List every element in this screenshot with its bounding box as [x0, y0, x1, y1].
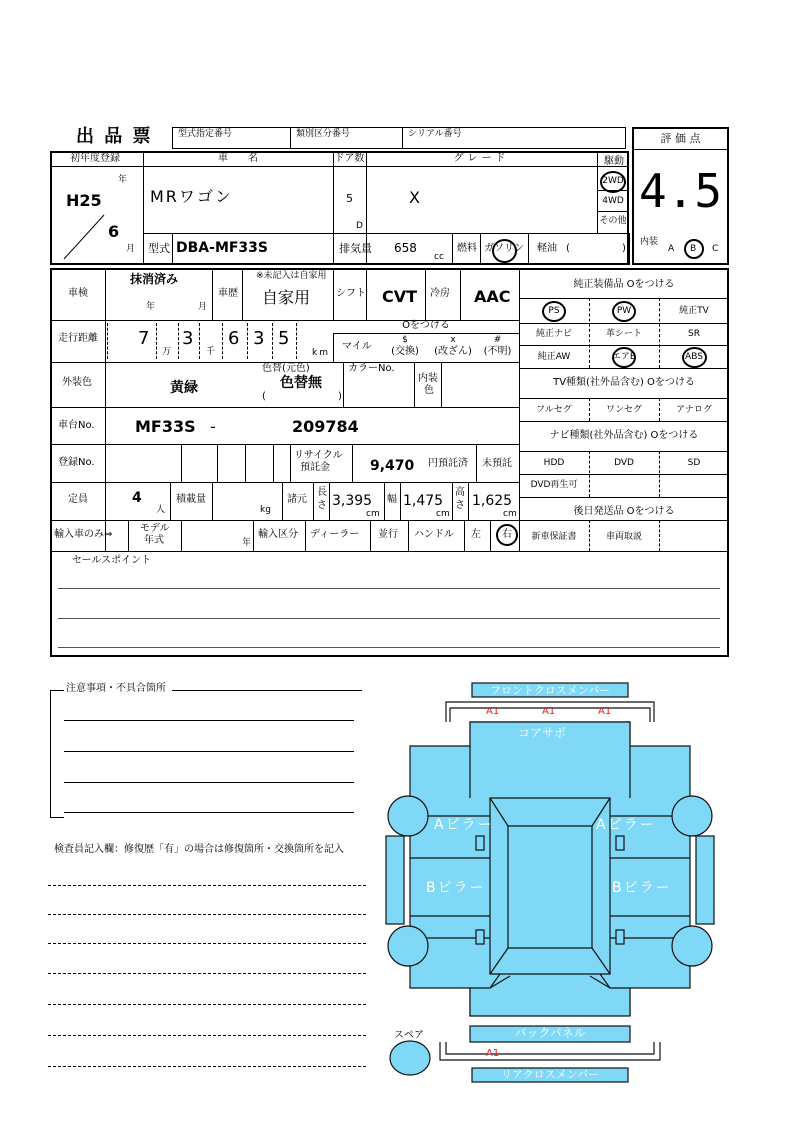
- mileage-unit-km: km: [312, 348, 330, 358]
- inspection-status: 抹消済み: [130, 272, 179, 286]
- ac-label: 冷房: [430, 288, 450, 299]
- repaint-value: 色替無: [280, 375, 322, 391]
- b-pillar-left-label: Bピラー: [426, 880, 486, 896]
- first-reg-year: H25: [66, 191, 102, 210]
- equip-leather: 革シート: [605, 329, 642, 339]
- equip-navi: 純正ナビ: [535, 329, 572, 339]
- first-reg-month: 6: [108, 222, 120, 241]
- fuel-gasoline-circle: [492, 239, 517, 263]
- repaint-paren-open: (: [262, 391, 266, 402]
- mileage-digit-3: 6: [228, 328, 240, 349]
- color-no-label: カラーNo.: [348, 363, 395, 374]
- import-label: 輸入車のみ⇒: [54, 529, 113, 540]
- fuel-light-oil: 軽油: [537, 243, 557, 254]
- spare-label: スペア: [394, 1030, 424, 1041]
- displacement-label: 排気量: [339, 242, 372, 255]
- mileage-mark-note: Oをつける: [402, 320, 450, 331]
- doors-value: 5: [346, 192, 353, 205]
- repaint-label: 色替(元色): [262, 363, 310, 374]
- rear-cross-label: リアクロスメンバー: [501, 1068, 599, 1081]
- equipment-title: 純正装備品 Oをつける: [573, 279, 675, 290]
- capacity-unit: 人: [156, 505, 166, 515]
- chassis-prefix: MF33S: [135, 417, 196, 436]
- height-unit: cm: [503, 509, 517, 519]
- caution-label: 注意事項・不具合箇所: [66, 683, 166, 694]
- car-name-label: 車 名: [218, 153, 258, 164]
- car-name-value: MRワゴン: [150, 187, 233, 206]
- grade-label: グレード: [453, 153, 510, 164]
- model-year-label-2: 年式: [144, 535, 164, 546]
- inspection-month-unit: 月: [198, 302, 208, 312]
- serial-label: シリアル番号: [408, 129, 462, 139]
- score-label: 評 価 点: [660, 132, 701, 145]
- interior-color-label-1: 内装: [418, 373, 438, 384]
- length-label-2: さ: [317, 500, 327, 511]
- repaint-paren-close: ): [338, 391, 342, 402]
- navi-title: ナビ種類(社外品含む) Oをつける: [549, 430, 699, 441]
- equip-sr: SR: [688, 329, 700, 339]
- b-pillar-right-label: Bピラー: [612, 880, 672, 896]
- import-category-label: 輸入区分: [258, 529, 298, 540]
- handle-right-circle: [496, 524, 518, 546]
- recycle-label-2: 預託金: [300, 462, 330, 473]
- front-mark-3: A1: [598, 706, 612, 717]
- later-manual: 車両取説: [605, 532, 642, 542]
- interior-a: A: [668, 244, 675, 254]
- shift-label: シフト: [336, 288, 366, 299]
- equip-ps: PS: [548, 306, 560, 316]
- model-code-label: 型式指定番号: [178, 129, 233, 139]
- mileage-unit-sen: 千: [206, 347, 216, 357]
- model-label: 型式: [148, 242, 170, 255]
- length-value: 3,395: [332, 493, 373, 509]
- drive-2wd: 2WD: [602, 176, 624, 186]
- later-title: 後日発送品 Oをつける: [573, 506, 675, 517]
- drive-label: 駆動: [604, 156, 624, 167]
- interior-label: 内装: [640, 237, 659, 247]
- fuel-paren-open: (: [566, 243, 570, 254]
- inspection-year-unit: 年: [146, 302, 156, 312]
- registration-label: 登録No.: [58, 457, 95, 468]
- specs-label: 諸元: [287, 494, 307, 505]
- tamper-sym: x: [450, 335, 456, 345]
- sales-point-label: セールスポイント: [72, 555, 152, 566]
- history-value: 自家用: [262, 288, 311, 307]
- score-value: 4.5: [638, 164, 723, 218]
- import-year-unit: 年: [242, 538, 252, 548]
- unknown-sym: #: [493, 335, 502, 345]
- tv-oneseg: ワンセグ: [605, 405, 642, 415]
- fuel-gasoline: ガソリン: [484, 243, 524, 254]
- width-value: 1,475: [403, 493, 444, 509]
- capacity-label: 定員: [68, 494, 88, 505]
- import-dealer: ディーラー: [310, 529, 360, 540]
- chassis-number: 209784: [292, 417, 359, 436]
- equip-abs: ABS: [685, 352, 703, 362]
- year-unit: 年: [118, 175, 128, 185]
- a-pillar-right-label: Aピラー: [596, 817, 656, 833]
- first-reg-diagonal: [52, 167, 142, 264]
- chassis-dash: -: [210, 417, 216, 436]
- handle-right: 右: [502, 529, 512, 540]
- import-parallel: 並行: [378, 529, 398, 540]
- exchange-label: (交換): [391, 346, 419, 357]
- mileage-digit-1: 7: [138, 328, 150, 349]
- displacement-unit: cc: [434, 252, 444, 262]
- equip-airbag-circle: [612, 347, 636, 368]
- fuel-label: 燃料: [457, 243, 477, 254]
- navi-hdd: HDD: [543, 458, 565, 468]
- category-code-label: 類別区分番号: [296, 129, 351, 139]
- displacement-value: 658: [394, 241, 417, 255]
- interior-b: B: [690, 244, 697, 254]
- load-label: 積載量: [176, 494, 206, 505]
- exchange-sym: $: [402, 335, 408, 345]
- equip-aw: 純正AW: [537, 352, 571, 362]
- height-label-2: さ: [455, 500, 465, 511]
- inspection-label: 車検: [68, 288, 88, 299]
- interior-b-circle: [684, 239, 704, 259]
- length-unit: cm: [366, 509, 380, 519]
- height-value: 1,625: [472, 493, 513, 509]
- history-note: ※未記入は自家用: [256, 271, 327, 281]
- history-label: 車歴: [218, 288, 238, 299]
- unknown-label: (不明): [483, 346, 512, 357]
- spare-tire: [390, 1041, 430, 1075]
- code-strip: [172, 127, 626, 149]
- grade-value: X: [409, 188, 420, 207]
- equip-abs-circle: [682, 347, 707, 368]
- load-unit: kg: [260, 505, 271, 515]
- mileage-digit-5: 5: [278, 328, 290, 349]
- recycle-label-1: リサイクル: [294, 450, 343, 461]
- dvd-playback: DVD再生可: [530, 480, 578, 490]
- length-label-1: 長: [317, 487, 327, 498]
- interior-color-label-2: 色: [424, 385, 434, 396]
- drive-4wd: 4WD: [602, 196, 624, 206]
- equip-pw: PW: [616, 306, 632, 316]
- back-panel-label: バックパネル: [514, 1026, 586, 1040]
- handle-left: 左: [471, 529, 481, 540]
- front-cross-label: フロントクロスメンバー: [489, 684, 610, 697]
- height-label-1: 高: [455, 487, 465, 498]
- mile-label: マイル: [342, 341, 372, 352]
- a-pillar-left-label: Aピラー: [434, 817, 494, 833]
- mileage-digit-2: 3: [182, 328, 194, 349]
- exterior-color-value: 黄緑: [170, 380, 198, 396]
- caution-bracket: [50, 690, 64, 818]
- tamper-label: (改ざん): [434, 346, 472, 357]
- equip-tv: 純正TV: [679, 306, 709, 316]
- front-mark-2: A1: [542, 706, 556, 717]
- tv-fullseg: フルセグ: [536, 405, 572, 415]
- exterior-color-label: 外装色: [62, 377, 92, 388]
- month-unit: 月: [126, 244, 136, 254]
- model-year-label-1: モデル: [140, 523, 170, 534]
- recycle-value: 9,470: [370, 458, 415, 474]
- tv-analog: アナログ: [675, 405, 712, 415]
- handle-label: ハンドル: [414, 529, 454, 540]
- first-reg-label: 初年度登録: [70, 153, 120, 164]
- equip-pw-circle: [612, 301, 636, 322]
- navi-sd: SD: [687, 458, 701, 468]
- tv-title: TV種類(社外品含む) Oをつける: [553, 377, 695, 388]
- doors-label: ドア数: [334, 153, 365, 164]
- mileage-unit-man: 万: [162, 347, 172, 357]
- interior-c: C: [712, 244, 719, 254]
- core-support-label: コアサポ: [518, 726, 567, 740]
- navi-dvd: DVD: [614, 458, 634, 468]
- drive-2wd-circle: [600, 171, 626, 193]
- recycle-other: 未預託: [482, 458, 512, 469]
- equip-airbag: エアB: [611, 352, 637, 362]
- width-unit: cm: [436, 509, 450, 519]
- equip-ps-circle: [542, 301, 566, 322]
- mileage-digit-4: 3: [253, 328, 265, 349]
- chassis-label: 車台No.: [58, 420, 95, 431]
- model-value: DBA-MF33S: [176, 240, 268, 256]
- ac-value: AAC: [474, 287, 511, 306]
- width-label: 幅: [387, 494, 397, 505]
- mileage-label: 走行距離: [58, 333, 98, 344]
- capacity-value: 4: [132, 490, 142, 506]
- drive-other: その他: [599, 216, 627, 226]
- front-mark-1: A1: [486, 706, 500, 717]
- sheet-title: 出 品 票: [76, 126, 153, 147]
- rear-mark: A1: [486, 1048, 500, 1059]
- shift-value: CVT: [382, 287, 418, 306]
- later-warranty: 新車保証書: [531, 532, 577, 542]
- doors-unit: D: [356, 221, 363, 231]
- recycle-unit: 円預託済: [428, 458, 468, 469]
- fuel-paren-close: ): [622, 243, 626, 254]
- inspector-label: 検査員記入欄：修復歴「有」の場合は修復箇所・交換箇所を記入: [54, 844, 344, 855]
